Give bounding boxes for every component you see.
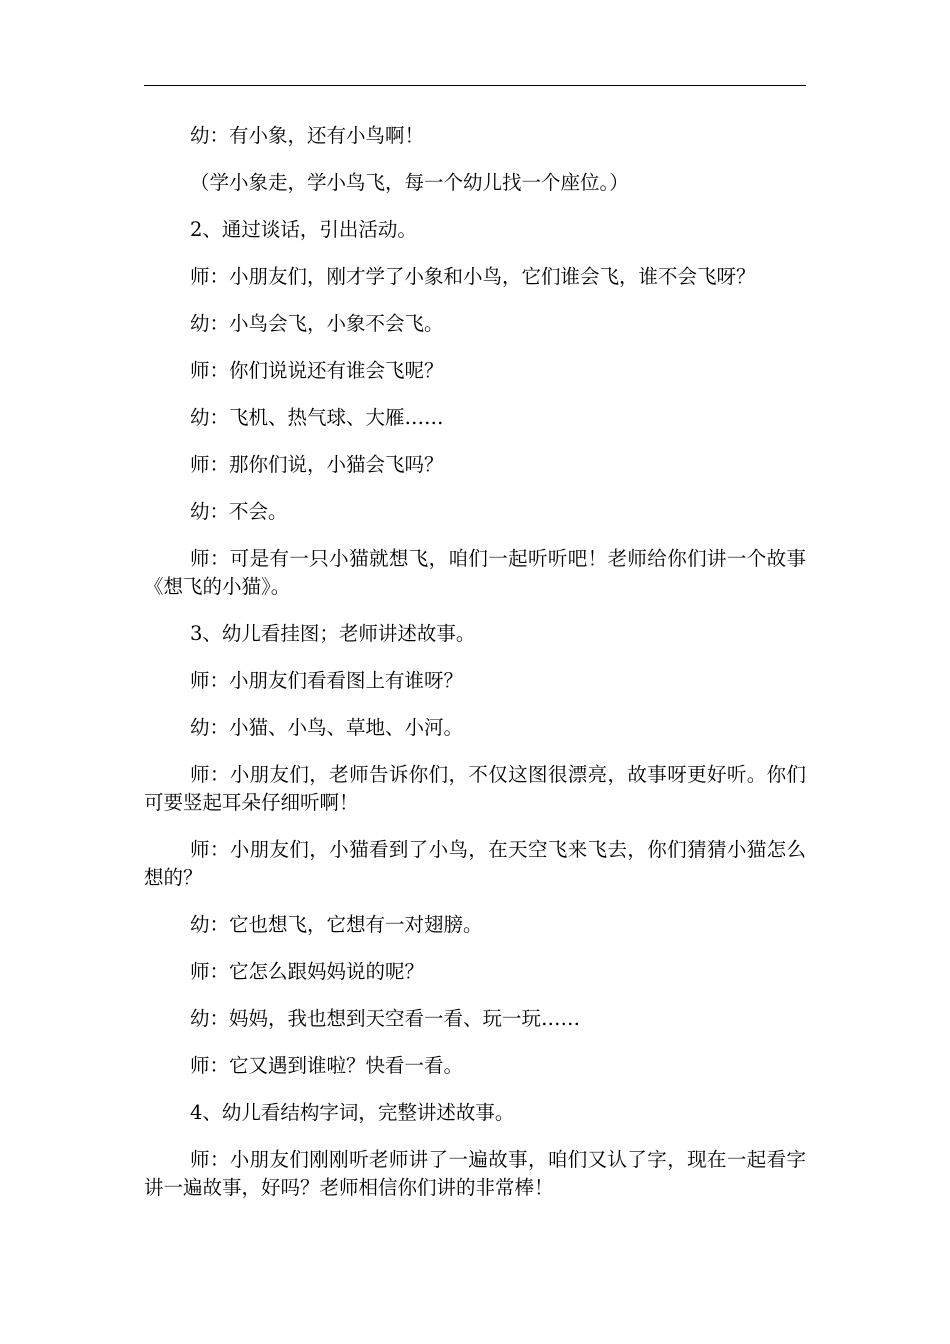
paragraph: 师：你们说说还有谁会飞呢？: [190, 359, 444, 382]
paragraph: 师：小朋友们看看图上有谁呀？: [190, 669, 464, 692]
paragraph: 师：小朋友们，老师告诉你们，不仅这图很漂亮，故事呀更好听。你们可要竖起耳朵仔细听啊！: [144, 763, 806, 814]
section-heading: 3、幼儿看挂图；老师讲述故事。: [190, 622, 476, 645]
paragraph: 幼：不会。: [190, 500, 288, 523]
paragraph: 幼：有小象，还有小鸟啊！: [190, 124, 425, 147]
paragraph: （学小象走，学小鸟飞，每一个幼儿找一个座位。）: [190, 171, 629, 194]
paragraph: 师：小朋友们，刚才学了小象和小鸟，它们谁会飞，谁不会飞呀？: [190, 265, 756, 288]
paragraph: 幼：小猫、小鸟、草地、小河。: [190, 716, 464, 739]
paragraph: 幼：飞机、热气球、大雁……: [190, 406, 444, 429]
section-heading: 2、通过谈话，引出活动。: [190, 218, 417, 241]
paragraph: 师：它又遇到谁啦？快看一看。: [190, 1054, 464, 1077]
paragraph: 幼：妈妈，我也想到天空看一看、玩一玩……: [190, 1007, 581, 1030]
section-heading: 4、幼儿看结构字词，完整讲述故事。: [190, 1101, 515, 1124]
header-rule: [144, 85, 806, 86]
paragraph: 师：小朋友们刚刚听老师讲了一遍故事，咱们又认了字，现在一起看字讲一遍故事，好吗？老师相信你们讲的非常棒！: [144, 1148, 806, 1199]
paragraph: 幼：小鸟会飞，小象不会飞。: [190, 312, 444, 335]
paragraph: 师：它怎么跟妈妈说的呢？: [190, 960, 425, 983]
paragraph: 师：小朋友们，小猫看到了小鸟，在天空飞来飞去，你们猜猜小猫怎么想的？: [144, 838, 806, 889]
paragraph: 幼：它也想飞，它想有一对翅膀。: [190, 913, 483, 936]
paragraph: 师：那你们说，小猫会飞吗？: [190, 453, 444, 476]
paragraph: 师：可是有一只小猫就想飞，咱们一起听听吧！老师给你们讲一个故事《想飞的小猫》。: [144, 547, 806, 598]
document-body: [144, 122, 806, 1221]
